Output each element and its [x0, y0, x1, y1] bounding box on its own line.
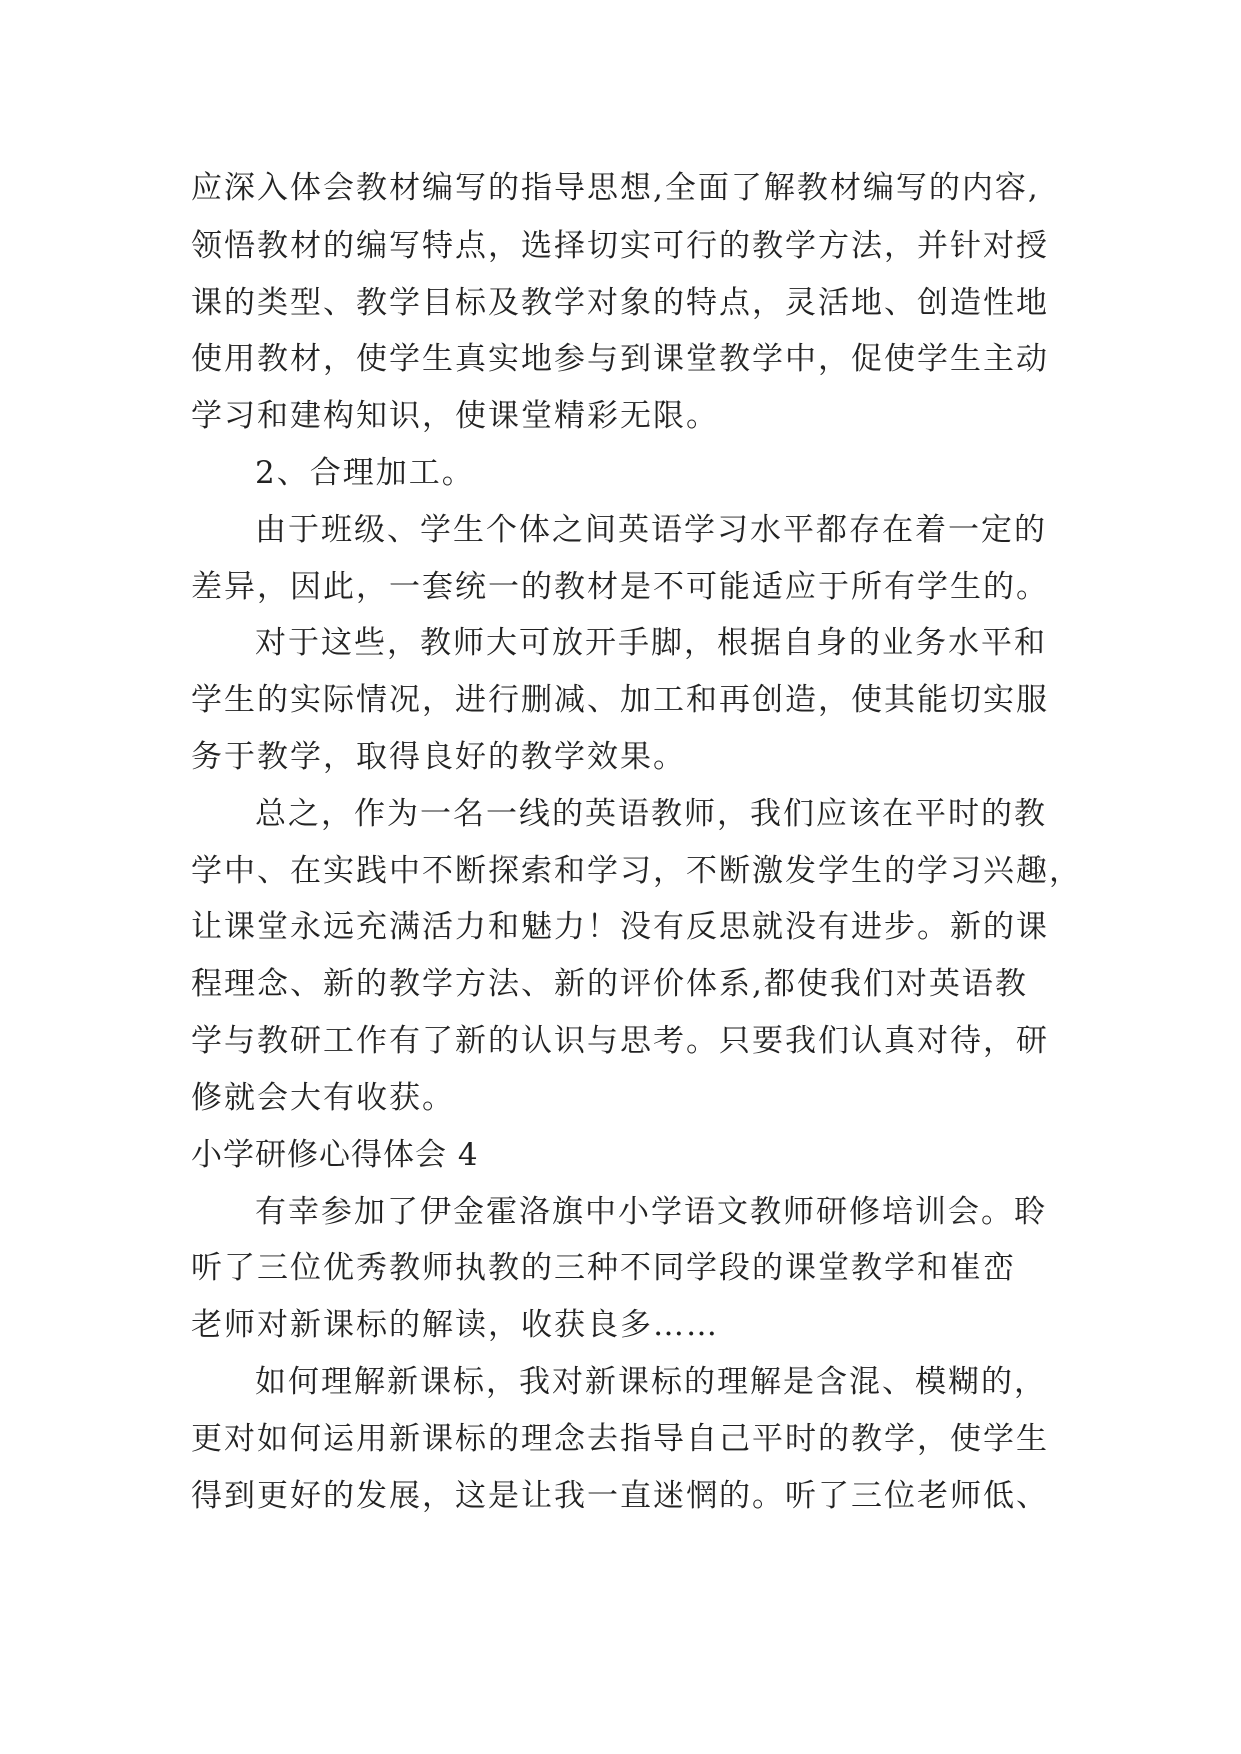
text-line: 应深入体会教材编写的指导思想,全面了解教材编写的内容, [191, 170, 1040, 206]
text-line: 对于这些，教师大可放开手脚，根据自身的业务水平和 [255, 625, 1047, 661]
text-line: 如何理解新课标，我对新课标的理解是含混、模糊的， [255, 1364, 1047, 1400]
text-line: 有幸参加了伊金霍洛旗中小学语文教师研修培训会。聆 [255, 1194, 1047, 1230]
text-line: 学与教研工作有了新的认识与思考。只要我们认真对待，研 [191, 1023, 1049, 1059]
text-line: 总之，作为一名一线的英语教师，我们应该在平时的教 [255, 796, 1047, 832]
text-line: 由于班级、学生个体之间英语学习水平都存在着一定的 [255, 512, 1047, 548]
section-heading: 2、合理加工。 [255, 455, 475, 491]
text-line: 听了三位优秀教师执教的三种不同学段的课堂教学和崔峦 [191, 1250, 1016, 1286]
text-line: 让课堂永远充满活力和魅力！没有反思就没有进步。新的课 [191, 909, 1049, 945]
text-line: 差异，因此，一套统一的教材是不可能适应于所有学生的。 [191, 569, 1049, 605]
text-line: 更对如何运用新课标的理念去指导自己平时的教学，使学生 [191, 1421, 1049, 1457]
text-line: 学习和建构知识，使课堂精彩无限。 [191, 398, 719, 434]
text-line: 修就会大有收获。 [191, 1080, 455, 1116]
text-line: 得到更好的发展，这是让我一直迷惘的。听了三位老师低、 [191, 1478, 1049, 1514]
text-line: 使用教材，使学生真实地参与到课堂教学中，促使学生主动 [191, 341, 1049, 377]
text-line: 课的类型、教学目标及教学对象的特点，灵活地、创造性地 [191, 285, 1049, 321]
text-line: 务于教学，取得良好的教学效果。 [191, 739, 686, 775]
text-line: 程理念、新的教学方法、新的评价体系,都使我们对英语教 [191, 966, 1028, 1002]
text-line: 学生的实际情况，进行删减、加工和再创造，使其能切实服 [191, 682, 1049, 718]
article-title: 小学研修心得体会 4 [191, 1137, 479, 1173]
text-line: 领悟教材的编写特点，选择切实可行的教学方法，并针对授 [191, 228, 1049, 264]
text-line: 老师对新课标的解读，收获良多…… [191, 1307, 719, 1343]
text-line: 学中、在实践中不断探索和学习，不断激发学生的学习兴趣， [191, 853, 1082, 889]
